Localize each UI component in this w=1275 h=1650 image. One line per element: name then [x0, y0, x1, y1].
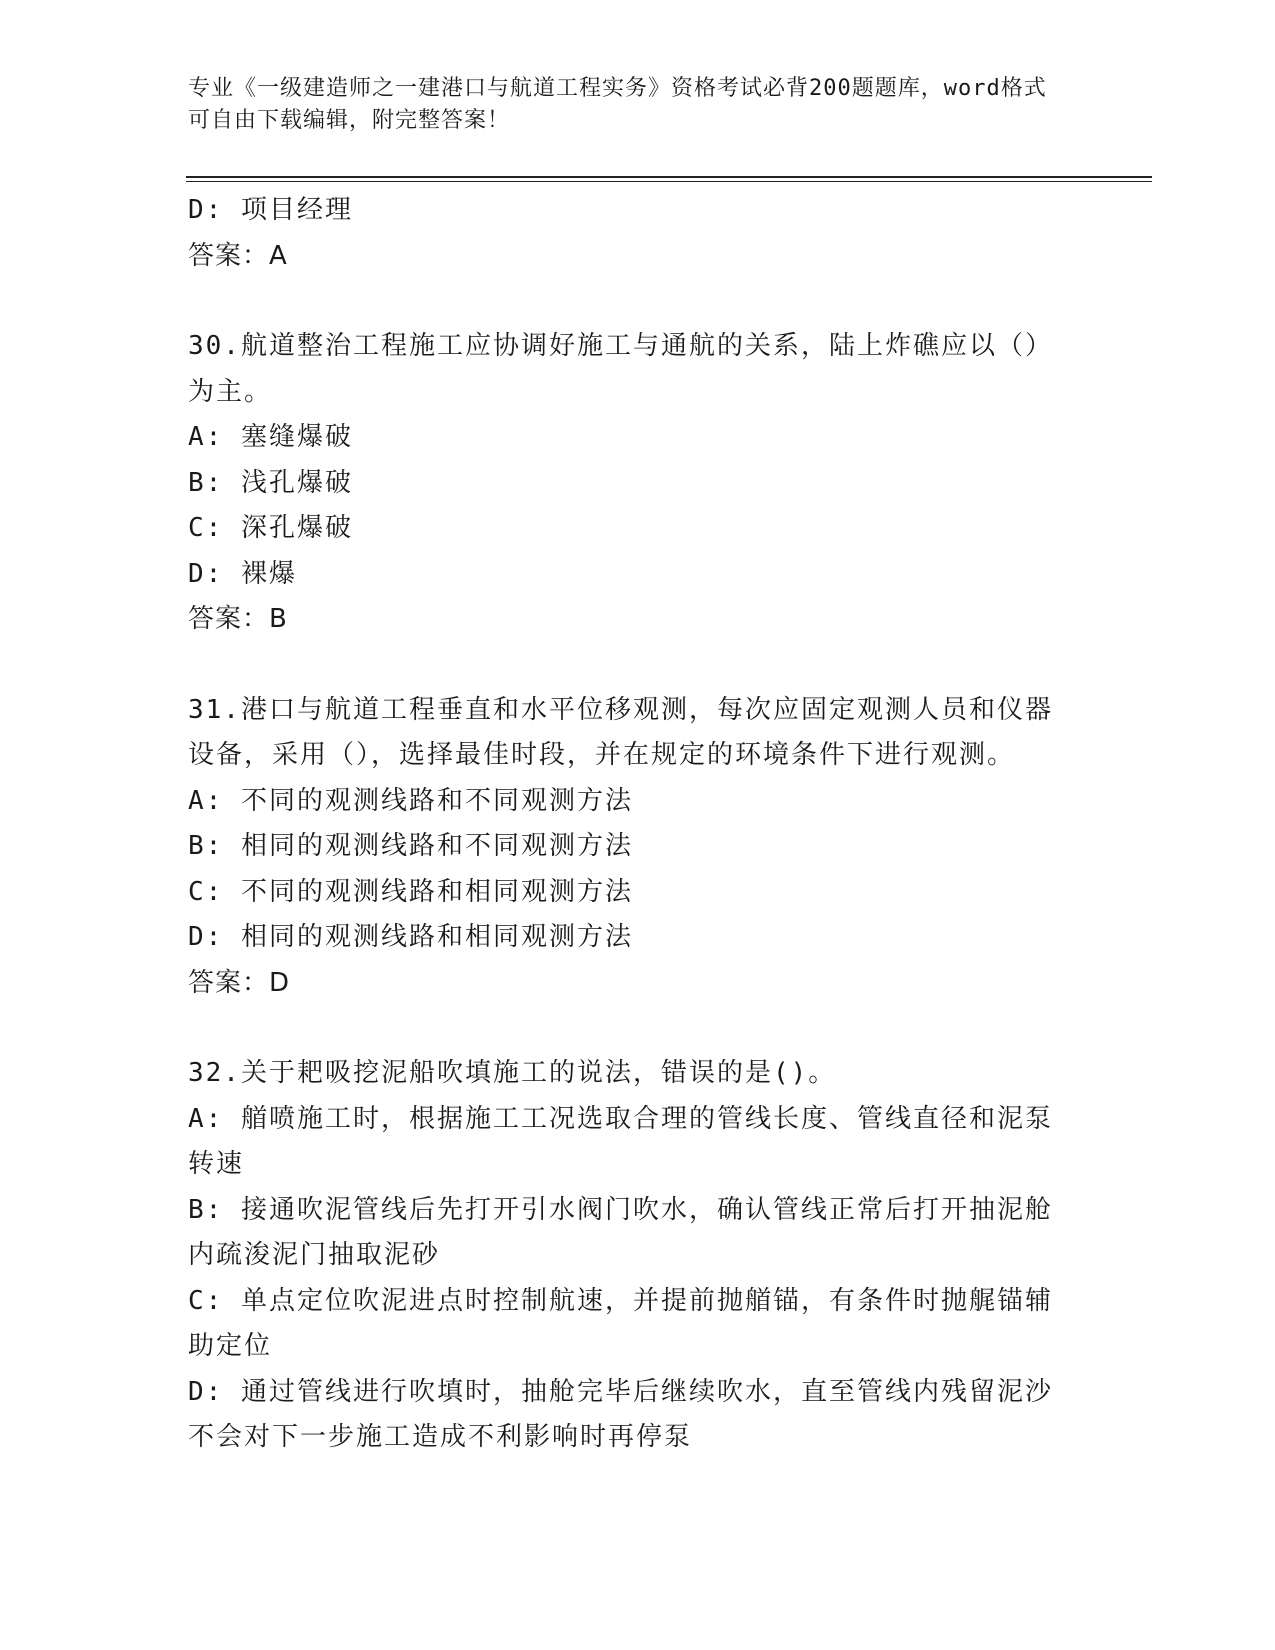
option-d: D: 相同的观测线路和相同观测方法 — [188, 922, 633, 952]
previous-option-d: D: 项目经理 — [188, 195, 353, 225]
question-stem: 30.航道整治工程施工应协调好施工与通航的关系，陆上炸礁应以（）为主。 — [188, 331, 1053, 407]
previous-answer: 答案：A — [188, 240, 288, 271]
option-d: D: 通过管线进行吹填时，抽舱完毕后继续吹水，直至管线内残留泥沙不会对下一步施工造成不利影响时再停泵 — [188, 1376, 1053, 1452]
option-b: B: 接通吹泥管线后先打开引水阀门吹水，确认管线正常后打开抽泥舱内疏浚泥门抽取泥砂 — [188, 1194, 1053, 1270]
question-stem: 31.港口与航道工程垂直和水平位移观测，每次应固定观测人员和仪器设备，采用（），选择最佳时段，并在规定的环境条件下进行观测。 — [188, 694, 1053, 770]
option-d: D: 裸爆 — [188, 558, 297, 589]
answer: 答案：D — [188, 967, 291, 998]
option-a: A: 艏喷施工时，根据施工工况选取合理的管线长度、管线直径和泥泵转速 — [188, 1103, 1053, 1179]
option-b: B: 浅孔爆破 — [188, 467, 353, 498]
question-32 — [188, 1051, 1068, 1461]
question-30 — [188, 324, 1068, 643]
option-c: C: 不同的观测线路和相同观测方法 — [188, 876, 633, 907]
option-a: A: 塞缝爆破 — [188, 422, 353, 452]
page-header: 专业《一级建造师之一建港口与航道工程实务》资格考试必背200题题库，word格式可自由下载编辑，附完整答案！ — [188, 76, 1047, 133]
option-c: C: 单点定位吹泥进点时控制航速，并提前抛艏锚，有条件时抛艉锚辅助定位 — [188, 1285, 1053, 1361]
question-stem: 32.关于耙吸挖泥船吹填施工的说法，错误的是()。 — [188, 1058, 837, 1088]
question-content — [188, 188, 1068, 1461]
option-a: A: 不同的观测线路和不同观测方法 — [188, 785, 633, 816]
header-divider — [186, 176, 1152, 182]
question-31 — [188, 688, 1068, 1007]
option-b: B: 相同的观测线路和不同观测方法 — [188, 831, 633, 861]
answer: 答案：B — [188, 604, 288, 634]
option-c: C: 深孔爆破 — [188, 513, 353, 543]
